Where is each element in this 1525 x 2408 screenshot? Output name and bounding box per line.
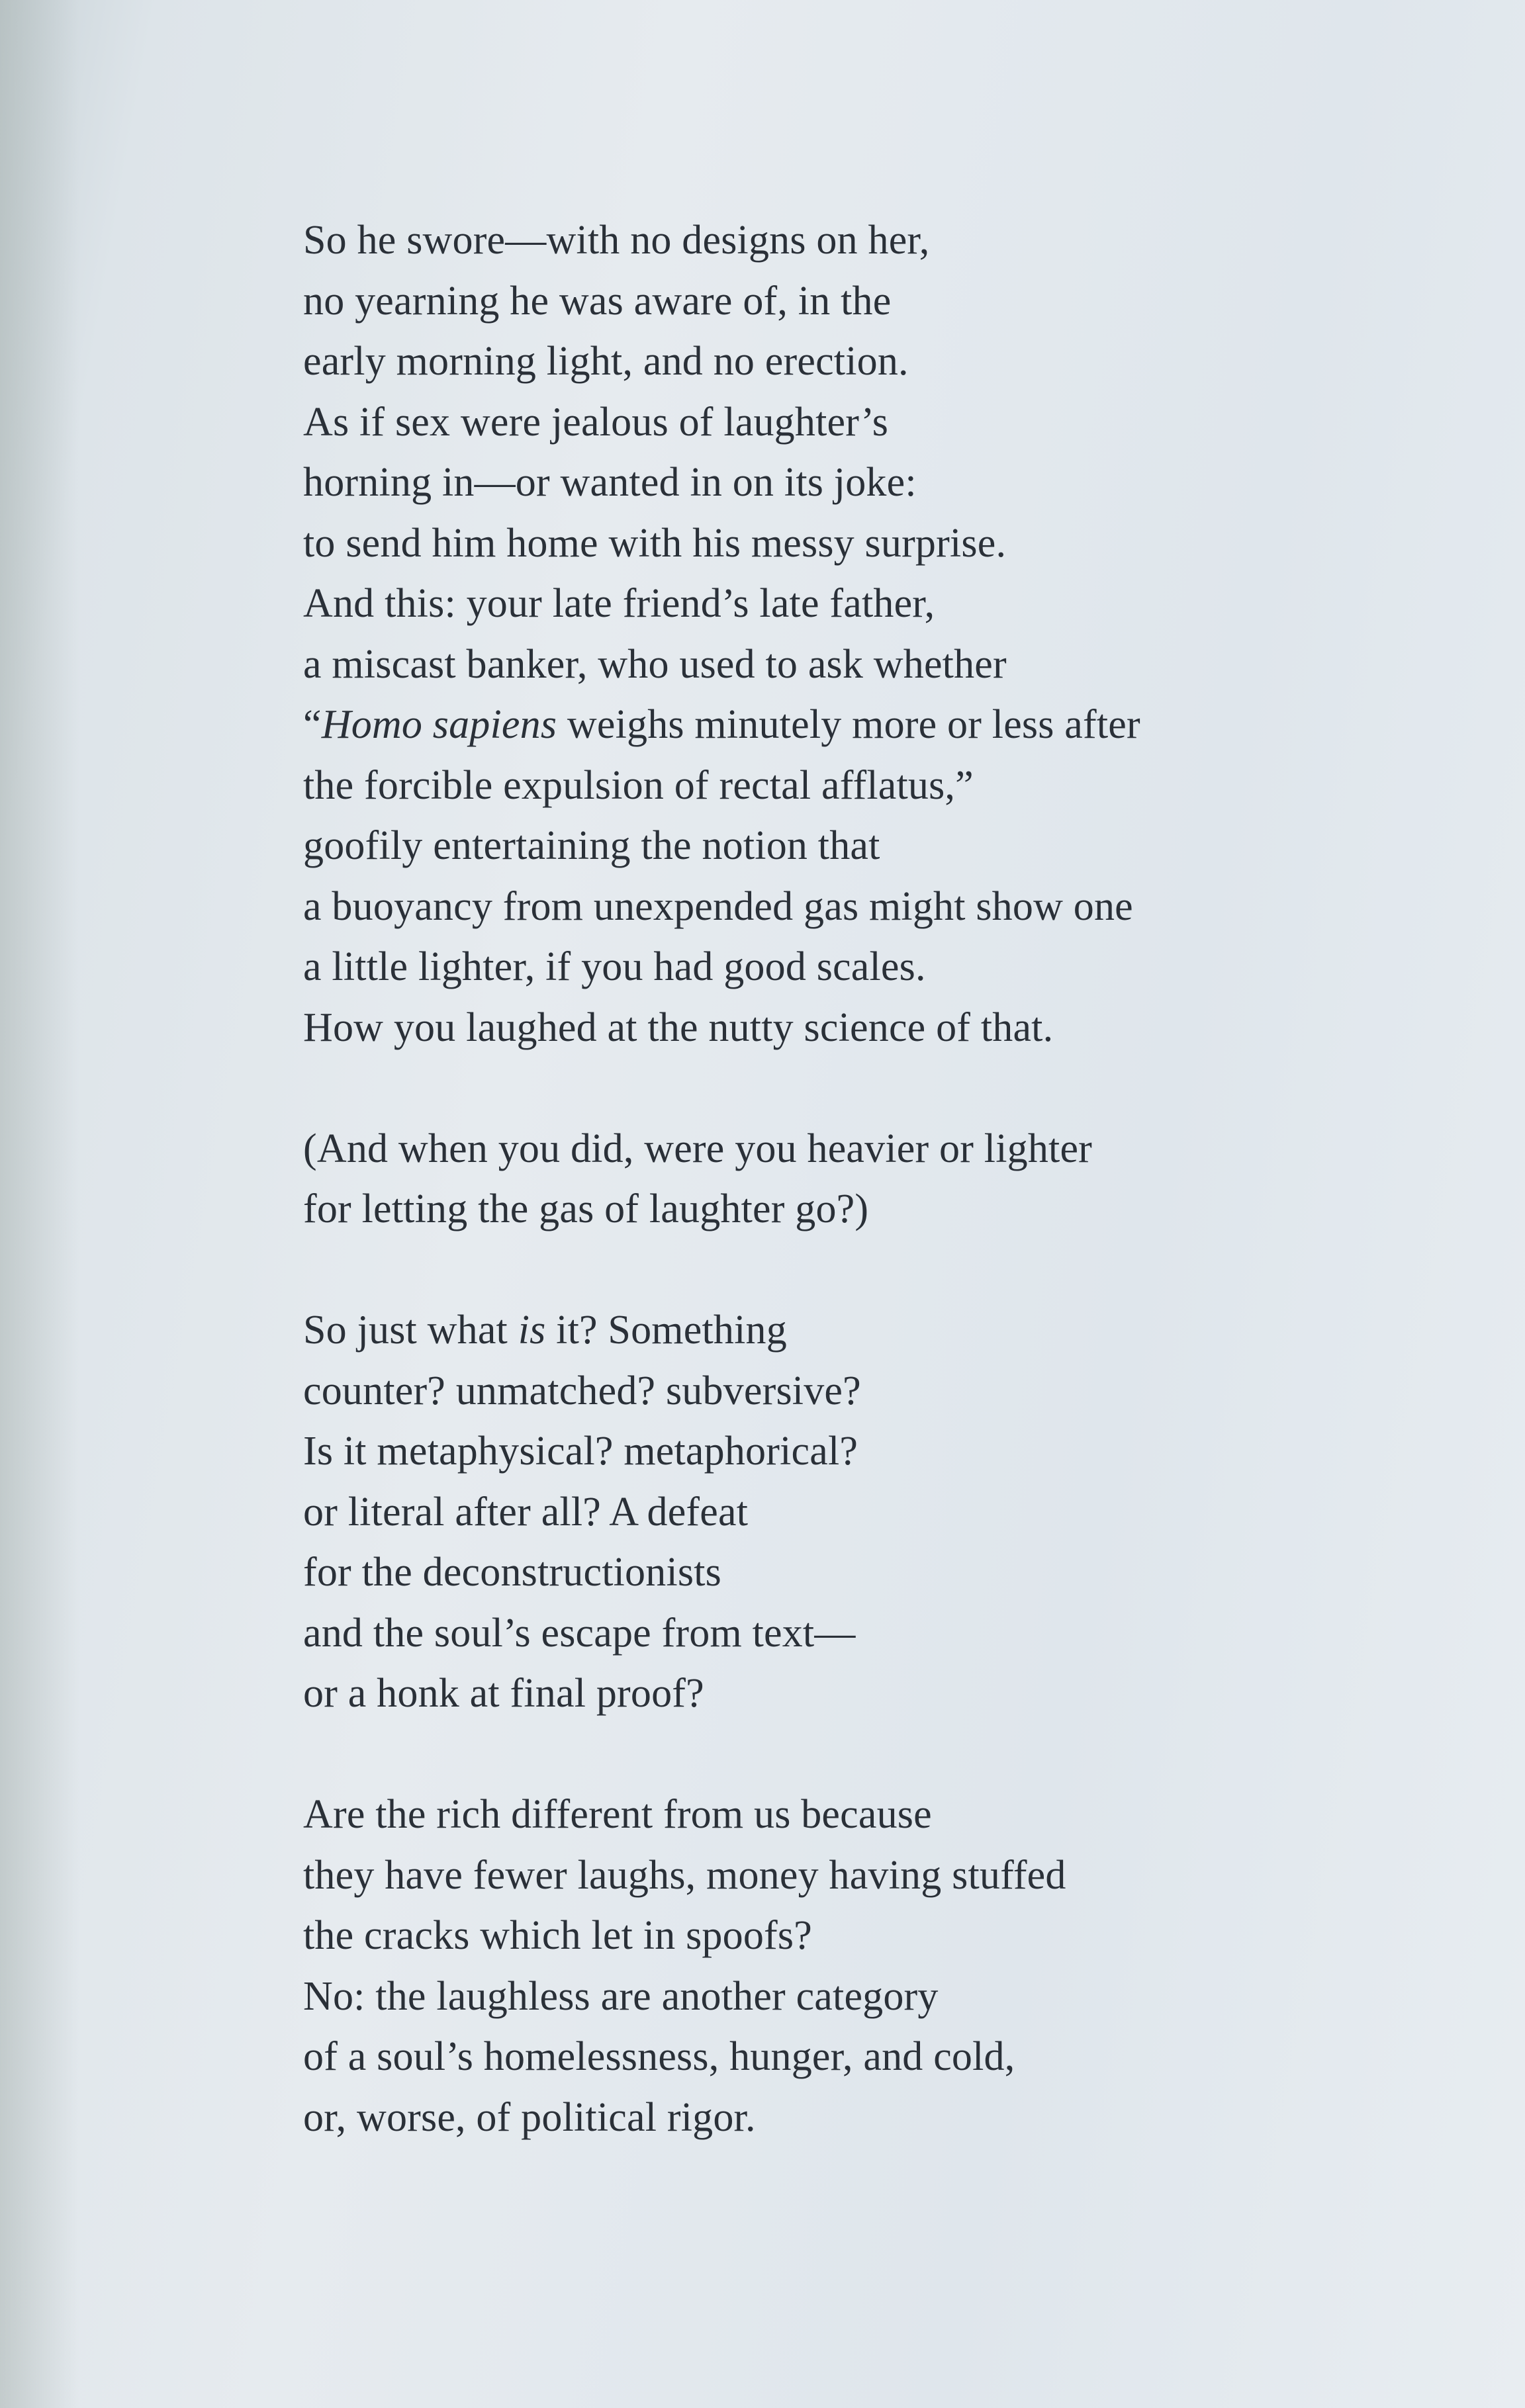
line-suffix: weighs minutely more or less after: [557, 702, 1140, 747]
poem-line: (And when you did, were you heavier or lighter: [303, 1126, 1093, 1171]
poem-line: and the soul’s escape from text—: [303, 1610, 856, 1656]
italic-phrase: Homo sapiens: [321, 702, 557, 747]
poem-line-italic-mixed: [303, 1300, 1428, 1361]
poem-line: How you laughed at the nutty science of that.: [303, 1004, 1054, 1050]
poem-line: No: the laughless are another category: [303, 1973, 939, 2019]
poem-line: counter? unmatched? subversive?: [303, 1368, 861, 1413]
poem-line-italic-mixed: [303, 695, 1428, 756]
poem-line: a miscast banker, who used to ask whether: [303, 641, 1007, 687]
poem-line: Are the rich different from us because: [303, 1792, 932, 1837]
poem-line: or literal after all? A defeat: [303, 1489, 749, 1535]
poem-line: no yearning he was aware of, in the: [303, 278, 892, 324]
poem-line: a buoyancy from unexpended gas might show one: [303, 883, 1133, 929]
line-suffix: it? Something: [545, 1308, 787, 1353]
poem-line: they have fewer laughs, money having stuffed: [303, 1852, 1066, 1898]
poem-line: And this: your late friend’s late father,: [303, 581, 935, 626]
line-prefix: So just what: [303, 1308, 518, 1353]
stanza-4: [303, 1785, 1428, 2148]
poem-text: [303, 210, 1428, 2209]
stanza-2: [303, 1119, 1428, 1240]
poem-line: a little lighter, if you had good scales.: [303, 944, 926, 989]
poem-line: or, worse, of political rigor.: [303, 2094, 756, 2140]
poem-line: or a honk at final proof?: [303, 1671, 704, 1716]
poem-line: goofily entertaining the notion that: [303, 823, 880, 868]
poem-line: to send him home with his messy surprise.: [303, 520, 1007, 566]
page-gutter-shadow: [0, 0, 79, 2408]
italic-word: is: [518, 1308, 546, 1353]
poem-line: So he swore—with no designs on her,: [303, 218, 930, 263]
stanza-1: [303, 210, 1428, 1058]
poem-line: As if sex were jealous of laughter’s: [303, 399, 889, 445]
poem-line: for the deconstructionists: [303, 1550, 721, 1595]
poem-line: the cracks which let in spoofs?: [303, 1913, 812, 1958]
poem-line: Is it metaphysical? metaphorical?: [303, 1429, 858, 1474]
poem-line: for letting the gas of laughter go?): [303, 1186, 869, 1231]
line-prefix: “: [303, 702, 322, 747]
poem-line: of a soul’s homelessness, hunger, and cold,: [303, 2034, 1015, 2079]
stanza-3: [303, 1300, 1428, 1724]
poem-line: early morning light, and no erection.: [303, 339, 909, 384]
poem-line: the forcible expulsion of rectal afflatus,”: [303, 762, 974, 808]
poem-line: horning in—or wanted in on its joke:: [303, 460, 917, 505]
